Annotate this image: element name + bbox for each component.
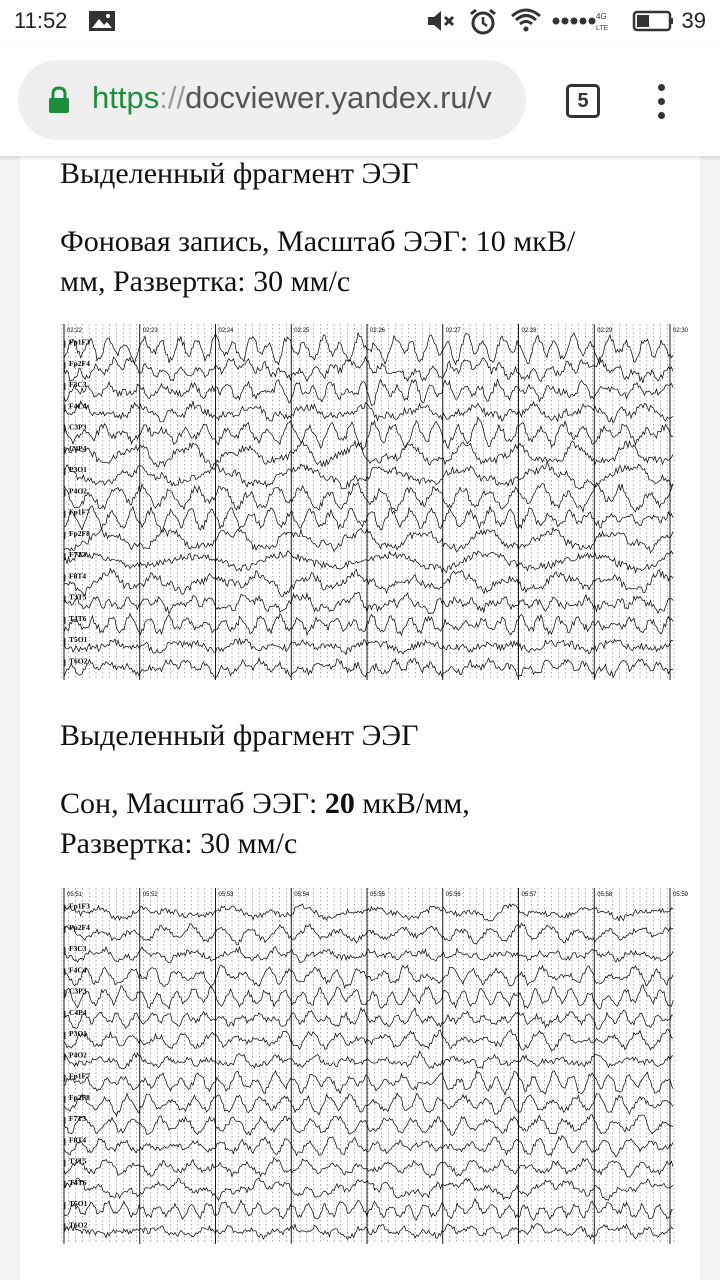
gallery-notification-icon — [88, 8, 116, 34]
eeg-channel-label: T5O1 — [69, 1199, 88, 1209]
eeg-channel-label: F3C3 — [69, 944, 87, 954]
document-page — [20, 156, 700, 1280]
eeg-time-label: 02:30 — [673, 328, 689, 334]
menu-icon[interactable] — [650, 82, 674, 120]
eeg-description-1 — [60, 222, 575, 302]
eeg-time-label: 02:28 — [521, 328, 537, 334]
eeg-time-label: 05:52 — [142, 892, 158, 898]
eeg-time-label: 02:24 — [218, 328, 234, 334]
eeg-trace-image-background — [60, 324, 689, 680]
status-time: 11:52 — [14, 8, 68, 33]
battery-level: 39 — [681, 8, 706, 33]
eeg-description-1-line1: Фоновая запись, Масштаб ЭЭГ: 10 мкВ/ — [60, 225, 576, 258]
eeg-time-label: 05:57 — [521, 892, 537, 898]
eeg-channel-label: Fp1F7 — [69, 507, 90, 517]
eeg-description-2-b: мкВ/мм, — [354, 787, 470, 820]
battery-icon — [632, 8, 674, 34]
eeg-channel-label: P3O1 — [69, 1029, 87, 1039]
eeg-channel-label: C3P3 — [69, 986, 87, 996]
eeg-channel-label: C3P3 — [69, 422, 87, 432]
url-scheme: https — [92, 80, 160, 115]
eeg-time-label: 05:56 — [445, 892, 461, 898]
eeg-time-label: 02:25 — [294, 328, 310, 334]
eeg-channel-label: T4T6 — [69, 1177, 87, 1187]
browser-toolbar — [0, 44, 720, 156]
url-bar[interactable] — [18, 60, 526, 140]
eeg-time-label: 02:27 — [445, 328, 461, 334]
signal-strength-icon — [552, 8, 609, 34]
eeg-time-label: 02:23 — [142, 328, 158, 334]
sound-muted-icon — [426, 8, 456, 34]
eeg-channel-label: Fp1F3 — [69, 337, 90, 347]
section-heading-1: Выделенный фрагмент ЭЭГ — [60, 157, 419, 190]
eeg-time-label: 05:53 — [218, 892, 234, 898]
eeg-channel-label: C4P4 — [69, 443, 87, 453]
eeg-description-2 — [60, 784, 470, 864]
eeg-scale-value: 20 — [324, 787, 355, 820]
status-bar — [0, 0, 720, 44]
eeg-channel-label: T6O2 — [69, 656, 88, 666]
eeg-channel-label: F7T3 — [69, 550, 87, 560]
eeg-channel-label: P3O1 — [69, 465, 87, 475]
eeg-time-label: 05:55 — [370, 892, 386, 898]
eeg-time-label: 05:58 — [597, 892, 613, 898]
eeg-channel-label: F8T4 — [69, 1135, 87, 1145]
eeg-channel-label: Fp2F4 — [69, 922, 90, 932]
alarm-icon — [468, 8, 498, 36]
eeg-channel-label: F4C4 — [69, 401, 87, 411]
tab-switcher-button[interactable]: 5 — [566, 84, 600, 118]
eeg-time-label: 02:22 — [67, 328, 83, 334]
url-host: docviewer.yandex.ru/v — [185, 80, 492, 115]
eeg-channel-label: P4O2 — [69, 1050, 87, 1060]
eeg-channel-label: C4P4 — [69, 1007, 87, 1017]
eeg-channel-label: T3T5 — [69, 592, 87, 602]
eeg-channel-label: T5O1 — [69, 635, 88, 645]
svg-text:4G: 4G — [596, 12, 607, 21]
eeg-trace-image-sleep — [60, 888, 689, 1244]
eeg-description-2-line2: Развертка: 30 мм/с — [60, 827, 298, 860]
lock-icon — [48, 86, 70, 114]
eeg-channel-label: Fp1F7 — [69, 1071, 90, 1081]
eeg-description-1-line2: мм, Развертка: 30 мм/с — [60, 265, 351, 298]
eeg-channel-label: Fp2F4 — [69, 358, 90, 368]
eeg-channel-label: F4C4 — [69, 965, 87, 975]
eeg-channel-label: F3C3 — [69, 380, 87, 390]
eeg-channel-label: Fp2F8 — [69, 528, 90, 538]
eeg-channel-label: F7T3 — [69, 1114, 87, 1124]
wifi-icon — [510, 8, 542, 32]
eeg-channel-label: F8T4 — [69, 571, 87, 581]
eeg-time-label: 05:59 — [673, 892, 689, 898]
eeg-time-label: 05:54 — [294, 892, 310, 898]
eeg-channel-label: T6O2 — [69, 1220, 88, 1230]
eeg-time-label: 02:26 — [370, 328, 386, 334]
eeg-time-label: 02:29 — [597, 328, 613, 334]
section-heading-2: Выделенный фрагмент ЭЭГ — [60, 719, 419, 752]
eeg-description-2-a: Сон, Масштаб ЭЭГ: — [60, 787, 325, 820]
eeg-channel-label: T4T6 — [69, 613, 87, 623]
eeg-channel-label: Fp1F3 — [69, 901, 90, 911]
url-separator: :// — [159, 80, 186, 115]
svg-text:LTE: LTE — [596, 25, 609, 32]
eeg-channel-label: P4O2 — [69, 486, 87, 496]
eeg-time-label: 05:51 — [67, 892, 83, 898]
eeg-channel-label: Fp2F8 — [69, 1092, 90, 1102]
eeg-channel-label: T3T5 — [69, 1156, 87, 1166]
url-text[interactable] — [92, 80, 492, 116]
